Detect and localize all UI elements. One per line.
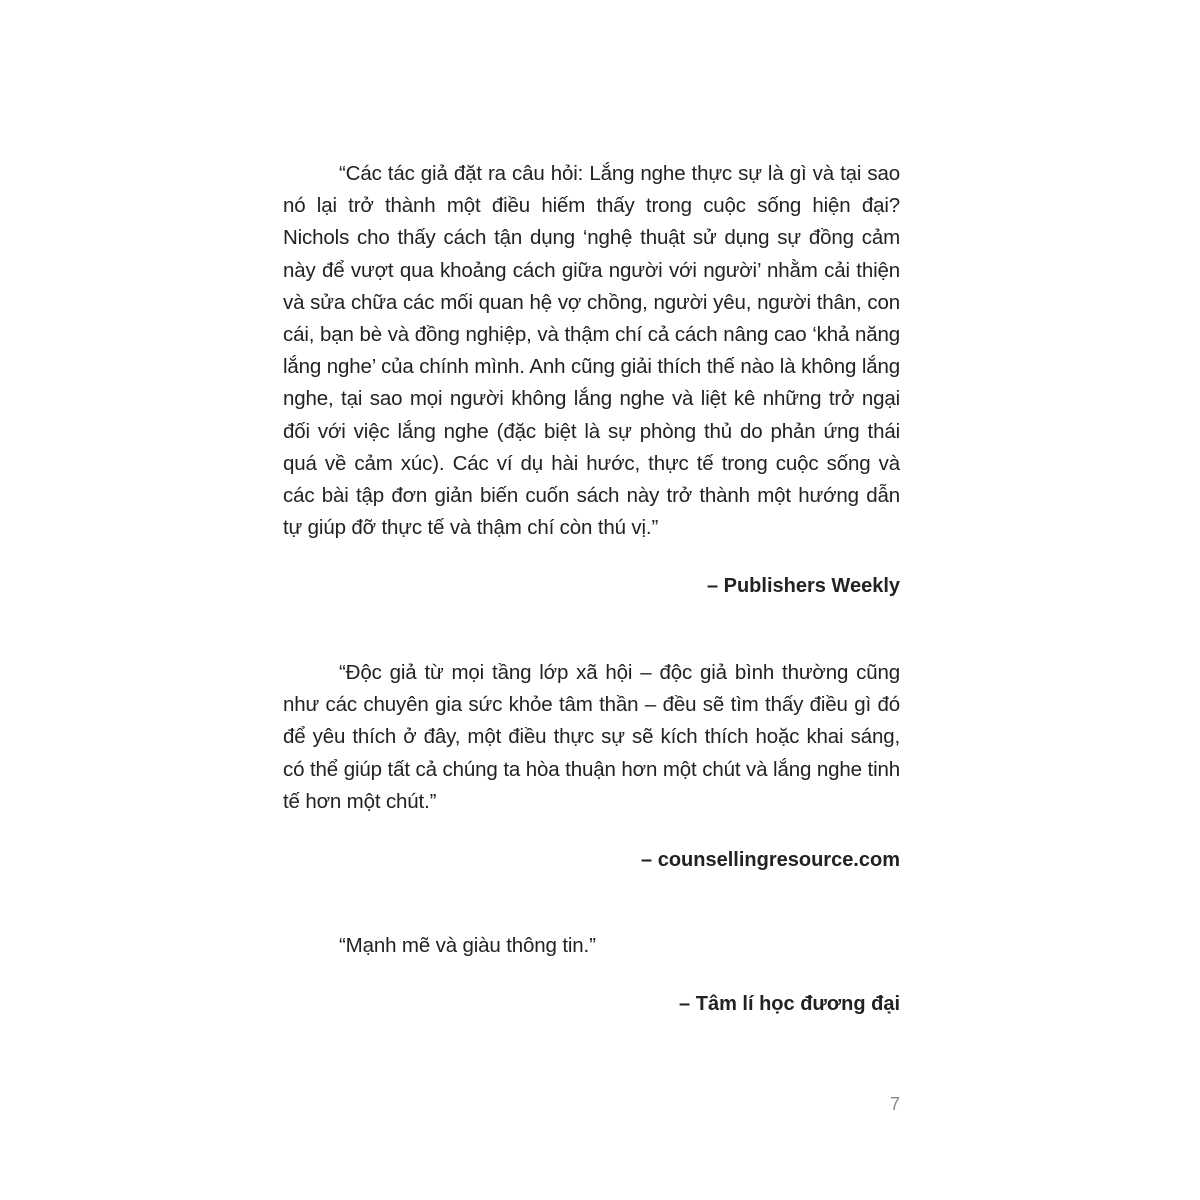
review-source: – Tâm lí học đương đại [679, 993, 900, 1016]
review-source: – Publishers Weekly [706, 575, 900, 598]
review-quote: “Mạnh mẽ và giàu thông tin.” [339, 934, 596, 957]
review-quote: “Các tác giả đặt ra câu hỏi: Lắng nghe thực sự là gì và tại sao nó lại trở thành một điều hiếm thấy trong cuộc sống hiện đại? Nichols cho thấy cách tận dụng ‘nghệ thuật sử dụng sự đồng cảm này để vượt qua khoảng cách giữa người với người’ nhằm cải thiện và sửa chữa các mối quan hệ vợ chồng, người yêu, người thân, con cái, bạn bè và đồng nghiệp, và thậm chí cả cách nâng cao ‘khả năng lắng nghe’ của chính mình. Anh cũng giải thích thế nào là không lắng nghe, tại sao mọi người không lắng nghe và liệt kê những trở ngại đối với việc lắng nghe (đặc biệt là sự phòng thủ do phản ứng thái quá về cảm xúc). Các ví dụ hài hước, thực tế trong cuộc sống và các bài tập đơn giản biến cuốn sách này trở thành một hướng dẫn tự giúp đỡ thực tế và thậm chí còn thú vị.” [283, 162, 900, 540]
review-quote: “Độc giả từ mọi tầng lớp xã hội – độc giả bình thường cũng như các chuyên gia sức khỏe tâm thần – đều sẽ tìm thấy điều gì đó để yêu thích ở đây, một điều thực sự sẽ kích thích hoặc khai sáng, có thể giúp tất cả chúng ta hòa thuận hơn một chút và lắng nghe tinh tế hơn một chút.” [283, 661, 900, 813]
review-block [283, 657, 900, 876]
review-source: – counsellingresource.com [641, 849, 900, 872]
review-block [283, 158, 900, 602]
review-block [283, 930, 900, 1020]
page-number: 7 [889, 1094, 900, 1114]
